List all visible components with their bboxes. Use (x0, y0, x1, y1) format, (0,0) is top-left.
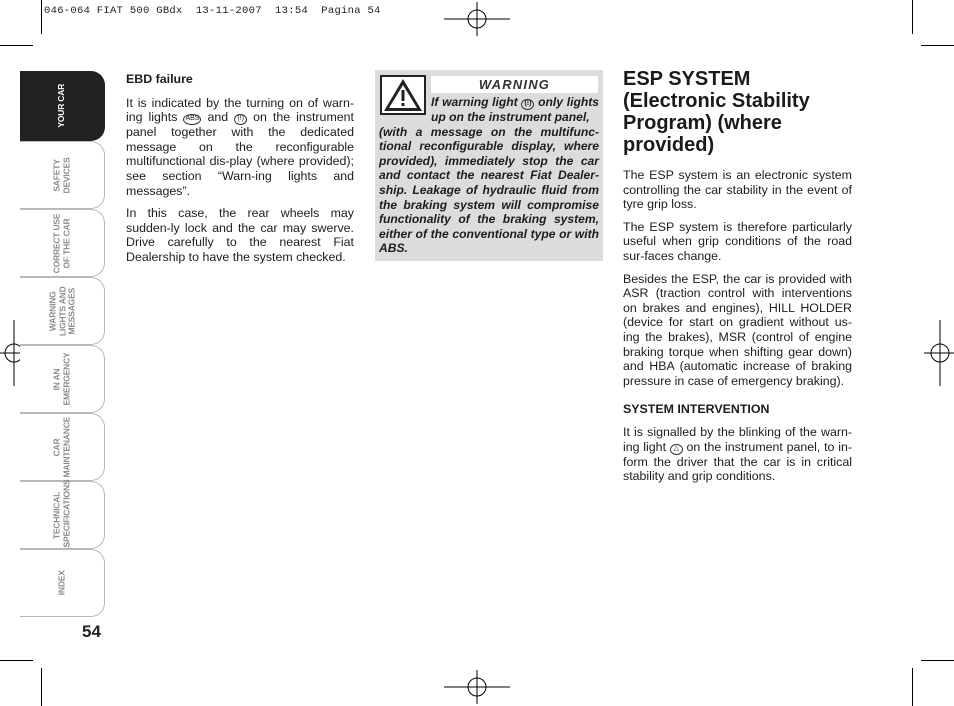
warning-text-part: If warning light (431, 95, 518, 109)
warning-text-part: only lights up on the instrument panel, (431, 95, 599, 124)
ebd-paragraph-1 (126, 96, 354, 199)
tab-index[interactable] (20, 549, 105, 617)
abs-warning-light-icon: ABS (183, 114, 201, 125)
tab-label: CAR MAINTENANCE (51, 416, 71, 477)
tab-your-car[interactable] (20, 71, 105, 141)
crop-mark (912, 668, 913, 706)
crop-mark (921, 45, 954, 46)
tab-label: WARNING LIGHTS AND MESSAGES (46, 286, 76, 336)
ebd-text: and (207, 110, 229, 125)
tab-emergency[interactable] (20, 345, 105, 413)
ebd-section (126, 72, 354, 273)
page-number: 54 (82, 622, 101, 641)
warning-text-part: (with a message on the multifunc-tional reconfigurable display, where provided), immediately stop the car and contact the nearest Fiat Dealer-ship. Leakage of hydraulic fluid from the braking system will compromise functionality of the braking system, either of the conventional type or with ABS. (379, 124, 599, 256)
tab-label: YOUR CAR (56, 84, 67, 128)
brake-warning-light-icon: (!) (521, 99, 534, 110)
crop-mark (0, 45, 33, 46)
tab-label: SAFETY DEVICES (51, 157, 71, 193)
ebd-text: on the instrument panel together with the dedicated message on the reconfigurable multifunctional dis-play (where provided); see section “Warn-ing lights and messages”. (126, 110, 354, 198)
ebd-paragraph-2: In this case, the rear wheels may sudden-ly lock and the car may swerve. Drive carefully to the nearest Fiat Dealership to have the system checked. (126, 206, 354, 264)
esp-text: It is signalled by the blinking of the warn-ing light (623, 424, 852, 454)
registration-mark-icon (444, 670, 510, 704)
warning-first-lines (379, 95, 599, 125)
registration-mark-icon (924, 320, 954, 386)
system-intervention-title: SYSTEM INTERVENTION (623, 402, 770, 417)
esp-paragraph-1: The ESP system is an electronic system controlling the car stability in the event of tyre grip loss. (623, 168, 852, 212)
tab-safety-devices[interactable] (20, 141, 105, 209)
warning-box (375, 70, 603, 261)
tab-label: CORRECT USE OF THE CAR (51, 213, 71, 273)
ebd-text: It is indicated by the turning on of warn-ing lights (126, 95, 354, 125)
tab-label: INDEX (56, 570, 67, 596)
esp-paragraph-4 (623, 425, 852, 484)
crop-mark (41, 0, 42, 34)
crop-mark (0, 660, 33, 661)
registration-mark-icon (444, 2, 510, 36)
crop-mark (912, 0, 913, 34)
esp-title: ESP SYSTEM (Electronic Stability Program) (where provided) (623, 68, 810, 156)
esp-text: on the instrument panel, to in-form the driver that the car is in critical stability and grip conditions. (623, 439, 852, 484)
brake-warning-light-icon: (!) (234, 114, 247, 125)
ebd-title: EBD failure (126, 72, 193, 86)
crop-mark (41, 668, 42, 706)
tab-label: TECHNICAL SPECIFICATIONS (51, 479, 71, 547)
warning-text (379, 95, 599, 256)
tab-warning-lights[interactable] (20, 277, 105, 345)
esp-section (623, 68, 852, 492)
crop-mark (921, 660, 954, 661)
esp-paragraph-3: Besides the ESP, the car is provided with ASR (traction control with interventions on brakes and engines), HILL HOLDER (device for start on gradient without us-ing the brakes), MSR (control of engine braking torque when shifting gear down) and HBA (automatic increase of braking pressure in case of emergency braking). (623, 271, 852, 388)
print-header: 046-064 FIAT 500 GBdx 13-11-2007 13:54 Pagina 54 (44, 5, 381, 17)
tab-label: IN AN EMERGENCY (51, 352, 71, 405)
tab-correct-use[interactable] (20, 209, 105, 277)
esp-warning-light-icon: △ (670, 444, 683, 455)
esp-paragraph-2: The ESP system is therefore particularly useful when grip conditions of the road sur-faces change. (623, 219, 852, 263)
warning-title: WARNING (431, 76, 598, 93)
tab-car-maintenance[interactable] (20, 413, 105, 481)
tab-technical-specifications[interactable] (20, 481, 105, 549)
